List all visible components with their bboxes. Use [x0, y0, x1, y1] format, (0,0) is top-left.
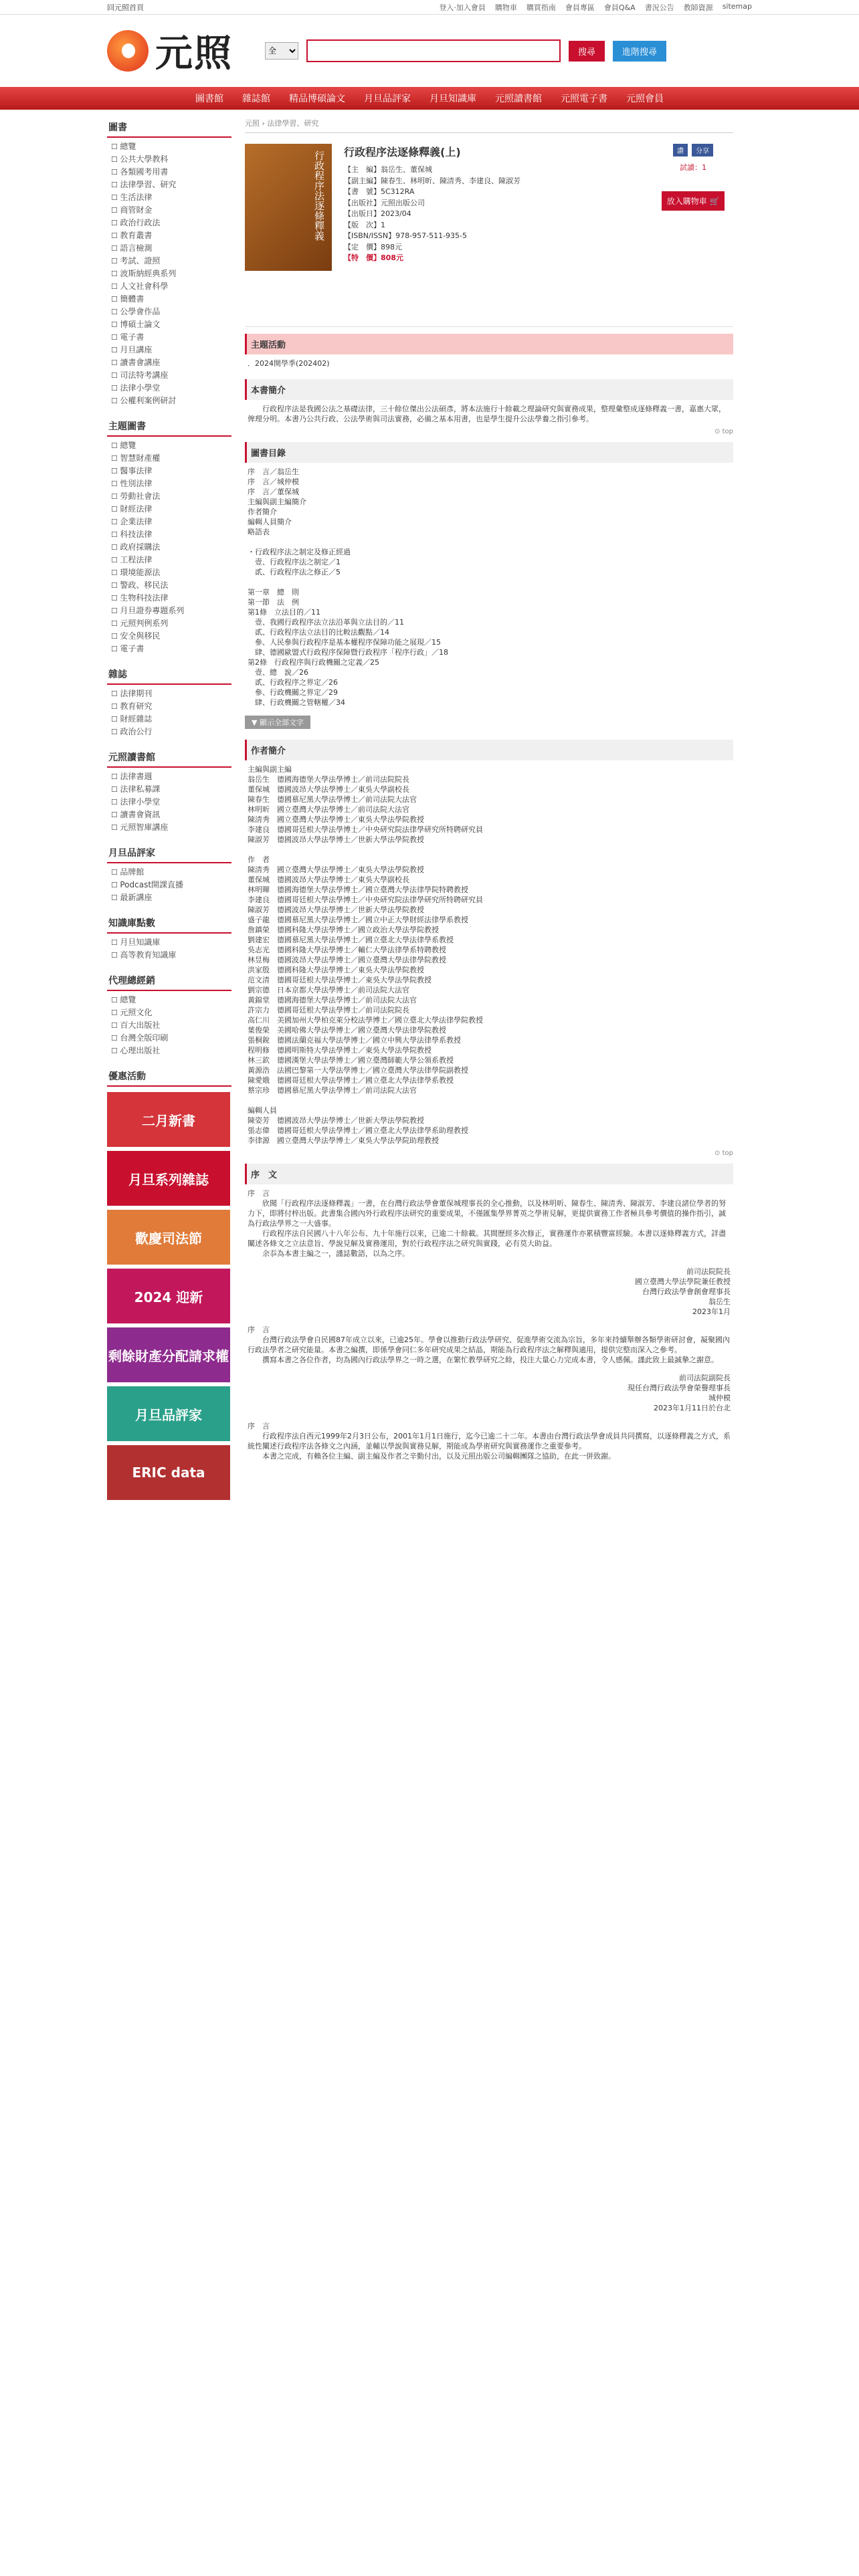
sidebar-item[interactable]: ☐ 總覽 — [111, 140, 231, 153]
add-to-cart-button[interactable]: 放入購物車 🛒 — [662, 191, 725, 211]
book-meta-line: 【出版日】2023/04 — [344, 209, 411, 218]
sidebar-item[interactable]: ☐ 商管財金 — [111, 204, 231, 217]
nav-item[interactable]: 元照電子書 — [561, 94, 607, 104]
sidebar-item[interactable]: ☐ 企業法律 — [111, 516, 231, 528]
book-meta-line: 【出版社】元照出版公司 — [344, 198, 425, 207]
sidebar-item[interactable]: ☐ 電子書 — [111, 643, 231, 655]
sidebar-box-club — [107, 748, 231, 834]
sidebar-item[interactable]: ☐ 警政、移民法 — [111, 579, 231, 592]
nav-item[interactable]: 雜誌館 — [242, 94, 270, 104]
sidebar-item[interactable]: ☐ 讀書會資訊 — [111, 809, 231, 821]
sidebar-item[interactable]: ☐ 最新講座 — [111, 891, 231, 904]
sidebar-box-kb — [107, 914, 231, 962]
sidebar-item[interactable]: ☐ 教育研究 — [111, 700, 231, 713]
show-more-button[interactable]: ▼ 顯示全部文字 — [245, 716, 310, 729]
social-buttons — [653, 144, 733, 156]
book-meta — [344, 165, 520, 253]
logo[interactable] — [107, 24, 233, 78]
intro-body: 行政程序法是我國公法之基礎法律，三十餘位傑出公法碩彥，將本法施行十餘載之理論研究與實務成果，整理彙整成逐條釋義一書，嘉惠大眾，俾理分明。本書乃公共行政、公法學術與司法實務，必備之基本用書，也是學生提升公法學養之指引參考。 — [248, 405, 726, 423]
sidebar-item[interactable]: ☐ 法律書週 — [111, 770, 231, 783]
preface-section — [245, 1164, 733, 1465]
sidebar-item[interactable]: ☐ 元照判例系列 — [111, 617, 231, 630]
top-link[interactable]: ⊙ top — [714, 1150, 733, 1157]
sidebar-heading: 知識庫點數 — [107, 914, 231, 934]
sidebar-heading: 優惠活動 — [107, 1067, 231, 1087]
activity-title: 主題活動 — [245, 334, 733, 354]
promo-banner[interactable]: 2024 迎新 — [107, 1269, 230, 1323]
sidebar-item[interactable]: ☐ 台灣全版印刷 — [111, 1032, 231, 1045]
nav-item[interactable]: 元照讀書館 — [495, 94, 542, 104]
sidebar-item[interactable]: ☐ 讀書會講座 — [111, 356, 231, 369]
activity-section — [245, 334, 733, 372]
search-input[interactable] — [306, 39, 561, 62]
sidebar-item[interactable]: ☐ 科技法律 — [111, 528, 231, 541]
activity-body[interactable]: ．2024開學季(202402) — [248, 359, 330, 368]
sidebar-box-topic — [107, 417, 231, 655]
promo-banner[interactable]: ERIC data — [107, 1445, 230, 1500]
promo-banner[interactable]: 剩餘財產分配請求權 — [107, 1327, 230, 1382]
top-link[interactable]: ⊙ top — [714, 428, 733, 435]
sidebar-item[interactable]: ☐ 政治行政法 — [111, 217, 231, 229]
book-cover[interactable] — [245, 144, 332, 271]
sidebar-heading: 雜誌 — [107, 665, 231, 685]
main-nav — [0, 87, 859, 110]
sidebar-item[interactable]: ☐ 博碩士論文 — [111, 318, 231, 331]
book-meta-line: 【定 價】898元 — [344, 242, 402, 251]
sidebar-box-promo — [107, 1067, 231, 1500]
sidebar-item[interactable]: ☐ 元照智庫講座 — [111, 821, 231, 834]
sidebar-item[interactable]: ☐ 司法特考講座 — [111, 369, 231, 382]
top-links — [439, 2, 752, 13]
sidebar-item[interactable]: ☐ 元照文化 — [111, 1006, 231, 1019]
sidebar-item[interactable]: ☐ 月旦講座 — [111, 344, 231, 356]
book-meta-line: 【主 編】翁岳生、董保城 — [344, 165, 432, 174]
search-button[interactable]: 搜尋 — [569, 41, 605, 62]
book-meta-line: 【ISBN/ISSN】978-957-511-935-5 — [344, 231, 468, 240]
search-scope-select[interactable] — [265, 42, 298, 60]
sidebar-item[interactable]: ☐ 公共大學教科 — [111, 153, 231, 166]
preface-3: 序 言 行政程序法自西元1999年2月3日公布，2001年1月1日施行，迄今已逾二十二年。本書由台灣行政法學會成員共同撰寫，以逐條釋義之方式，系統性闡述行政程序法各條文之內涵，並輔以學說與實務見解，期能成為學術研究與實務運作之重要參考。 本書之完成，有賴各位主編、副主編及作者之辛勤付出，以及元照出版公司編輯團隊之協助，在此一併致謝。 — [248, 1422, 731, 1461]
book-meta-line: 【版 次】1 — [344, 220, 385, 229]
sidebar-box-books — [107, 118, 231, 407]
promo-banner[interactable]: 月旦品評家 — [107, 1386, 230, 1441]
book-actions — [653, 144, 733, 316]
sidebar-item[interactable]: ☐ 政府採購法 — [111, 541, 231, 554]
top-link-item[interactable]: 書況公告 — [644, 3, 674, 12]
toc-body: 序 言／翁岳生 序 言／城仲模 序 言／董保城 主編與副主編簡介 作者簡介 編輯人員簡介 略語表 ・行政程序法之制定及修正經過 壹、行政程序法之制定／1 貳、行政程序法之修正／5 第一章 總 則 第一節 法 例 第1條 立法目的／11 壹、我國行政程序法立法沿革與立法目的／11 貳、行政程序法立法目的比較法觀點／14 參、人民參與行政程序是基本權程序保障功能之展現／15 肆、德國歐盟式行政程序保障暨行政程序「程序行政」／18 第2條 行政程序與行政機關之定義／25 壹、總 說／26 貳、行政程序之界定／26 參、行政機關之界定／29 肆、行政機關之管轄權／34 — [248, 467, 448, 707]
toc-title: 圖書目錄 — [245, 442, 733, 463]
sidebar-item[interactable]: ☐ 法律小學堂 — [111, 796, 231, 809]
sidebar-item[interactable]: ☐ 品牌館 — [111, 866, 231, 879]
share-button[interactable]: 分享 — [692, 144, 713, 156]
top-link-item[interactable]: 會員Q&A — [603, 3, 636, 12]
sidebar-box-mag — [107, 665, 231, 738]
top-link-item[interactable]: 購物車 — [494, 3, 517, 12]
sidebar-item[interactable]: ☐ 高等教育知識庫 — [111, 949, 231, 962]
sidebar-item[interactable]: ☐ 工程法律 — [111, 554, 231, 566]
sidebar-item[interactable]: ☐ 教育叢書 — [111, 229, 231, 242]
toc-section — [245, 442, 733, 733]
preface-2-signature: 前司法院副院長 現任台灣行政法學會榮譽理事長 城仲模 2023年1月11日於台北 — [628, 1374, 731, 1412]
sidebar-item[interactable]: ☐ 智慧財產權 — [111, 452, 231, 465]
top-link-item[interactable]: 教師資源 — [683, 3, 713, 12]
promo-banner[interactable]: 月旦系列雜誌 — [107, 1151, 230, 1206]
sidebar-heading: 元照讀書館 — [107, 748, 231, 768]
book-meta-line: 【書 號】5C312RA — [344, 187, 415, 196]
sidebar-item[interactable]: ☐ 法律私募課 — [111, 783, 231, 796]
sidebar-item[interactable]: ☐ 總覽 — [111, 994, 231, 1006]
sidebar-item[interactable]: ☐ 總覽 — [111, 439, 231, 452]
like-button[interactable]: 讚 — [673, 144, 688, 156]
sidebar-item[interactable]: ☐ 公權利案例研討 — [111, 395, 231, 407]
sidebar-item[interactable]: ☐ 財經法律 — [111, 503, 231, 516]
sidebar-heading: 圖書 — [107, 118, 231, 138]
sidebar-item[interactable]: ☐ 安全與移民 — [111, 630, 231, 643]
sidebar-item[interactable]: ☐ 勞動社會法 — [111, 490, 231, 503]
sidebar-item[interactable]: ☐ 財經雜誌 — [111, 713, 231, 726]
promo-banner[interactable]: 二月新書 — [107, 1092, 230, 1147]
sidebar-item[interactable]: ☐ 考試、證照 — [111, 255, 231, 267]
sidebar-box-review — [107, 843, 231, 904]
nav-item[interactable]: 圖書館 — [195, 94, 223, 104]
book-meta-line: 【副主編】陳春生、林明昕、陳清秀、李建良、陳淑芳 — [344, 176, 520, 185]
promo-banner[interactable]: 歡慶司法節 — [107, 1210, 230, 1265]
sidebar-item[interactable]: ☐ 法律小學堂 — [111, 382, 231, 395]
book-title: 行政程序法逐條釋義(上) — [344, 146, 461, 158]
nav-item[interactable]: 月旦知識庫 — [430, 94, 476, 104]
cover-title: 行政程序法逐條釋義 — [313, 150, 325, 241]
intro-title: 本書簡介 — [245, 379, 733, 400]
intro-section — [245, 379, 733, 435]
breadcrumb[interactable]: 元照 › 法律學習、研究 — [245, 118, 733, 133]
sidebar-item[interactable]: ☐ 政治公行 — [111, 726, 231, 738]
nav-item[interactable]: 元照會員 — [626, 94, 664, 104]
advanced-search-button[interactable]: 進階搜尋 — [613, 41, 666, 62]
preface-1-signature: 前司法院院長 國立臺灣大學法學院兼任教授 台灣行政法學會創會理事長 翁岳生 2023年1月 — [635, 1267, 731, 1316]
sidebar-box-agent — [107, 971, 231, 1057]
home-link[interactable]: 回元照首頁 — [107, 3, 144, 12]
sidebar-item[interactable]: ☐ 法律學習、研究 — [111, 179, 231, 191]
sidebar-item[interactable]: ☐ 公學會作品 — [111, 306, 231, 318]
book-info — [344, 144, 520, 316]
logo-icon — [107, 30, 149, 72]
sidebar-item[interactable]: ☐ 生活法律 — [111, 191, 231, 204]
sidebar-heading: 代理總經銷 — [107, 971, 231, 991]
sidebar-item[interactable]: ☐ 波斯納經典系列 — [111, 267, 231, 280]
sidebar-item[interactable]: ☐ 心理出版社 — [111, 1045, 231, 1057]
authors-section — [245, 740, 733, 1157]
book-detail — [245, 133, 733, 327]
authors-title: 作者簡介 — [245, 740, 733, 760]
preface-2: 序 言 台灣行政法學會自民國87年成立以來，已逾25年。學會以推動行政法學研究、促進學術交流為宗旨，多年來持續舉辦各類學術研討會，凝聚國內行政法學者之研究能量。本書之編撰，即係學會同仁多年研究成果之結晶，期能為行政程序法之解釋與適用，提供完整而深入之參考。 撰寫本書之各位作者，均為國內行政法學界之一時之選，在繁忙教學研究之餘，投注大量心力完成本書，令人感佩。謹此致上最誠摯之謝意。 — [248, 1325, 730, 1364]
sidebar-heading: 主題圖書 — [107, 417, 231, 437]
sidebar-item[interactable]: ☐ 生物科技法律 — [111, 592, 231, 605]
nav-item[interactable]: 月旦品評家 — [364, 94, 411, 104]
sidebar-item[interactable]: ☐ 醫事法律 — [111, 465, 231, 477]
sidebar-item[interactable]: ☐ 法律期刊 — [111, 687, 231, 700]
sidebar-item[interactable]: ☐ 人文社會科學 — [111, 280, 231, 293]
sidebar-item[interactable]: ☐ 月旦知識庫 — [111, 936, 231, 949]
sidebar-item[interactable]: ☐ 月旦證券專題系列 — [111, 605, 231, 617]
sidebar-heading: 月旦品評家 — [107, 843, 231, 863]
top-link-item[interactable]: sitemap — [722, 1, 752, 11]
search-bar — [265, 39, 666, 62]
sidebar-item[interactable]: ☐ Podcast開課直播 — [111, 879, 231, 891]
sidebar-item[interactable]: ☐ 百大出版社 — [111, 1019, 231, 1032]
authors-body: 主編與副主編 翁岳生 德國海德堡大學法學博士／前司法院院長 董保城 德國波昂大學法學博士／東吳大學副校長 陳春生 德國慕尼黑大學法學博士／前司法院大法官 林明昕 國立臺灣大學法學博士／前司法院大法官 陳清秀 國立臺灣大學法學博士／東吳大學法學院教授 李建良 德國哥廷根大學法學博士／中央研究院法律學研究所特聘研究員 陳淑芳 德國波昂大學法學博士／世新大學法學院教授 作 者 陳清秀 國立臺灣大學法學博士／東吳大學法學院教授 董保城 德國波昂大學法學博士／東吳大學副校長 林明暉 德國海德堡大學法學博士／國立臺灣大學法律學院特聘教授 李建良 德國哥廷根大學法學博士／中央研究院法律學研究所特聘研究員 陳淑芳 德國波昂大學法學博士／世新大學法學院教授 盛子龍 德國慕尼黑大學法學博士／國立中正大學財經法律學系教授 詹鎮榮 德國科隆大學法學博士／國立政治大學法學院教授 劉建宏 德國慕尼黑大學法學博士／國立臺北大學法律學系教授 吳志光 德國科隆大學法學博士／輔仁大學法律學系特聘教授 林昱梅 德國波昂大學法學博士／國立臺灣大學法律學院教授 洪家殷 德國科隆大學法學博士／東吳大學法學院教授 范文清 德國哥廷根大學法學博士／東吳大學法學院教授 劉宗德 日本京都大學法學博士／前司法院大法官 黃錦堂 德國海德堡大學法學博士／前司法院大法官 許宗力 德國哥廷根大學法學博士／前司法院院長 高仁川 美國加州大學柏克萊分校法學博士／國立臺北大學法律學院教授 葉俊榮 美國哈佛大學法學博士／國立臺灣大學法律學院教授 張桐銳 德國法蘭克福大學法學博士／國立中興大學法律學系教授 程明修 德國明斯特大學法學博士／東吳大學法學院教授 林三欽 德國漢堡大學法學博士／國立臺灣師範大學公領系教授 黃源浩 法國巴黎第一大學法學博士／國立臺灣大學法律學院副教授 陳愛娥 德國哥廷根大學法學博士／國立臺北大學法律學系教授 蔡宗珍 德國慕尼黑大學法學博士／前司法院大法官 編輯人員 陳姿芳 德國波昂大學法學博士／世新大學法學院教授 張志偉 德國哥廷根大學法學博士／國立臺北大學法律學系助理教授 李律源 國立臺灣大學法學博士／東吳大學法學院助理教授 — [248, 765, 483, 1145]
sidebar-item[interactable]: ☐ 語言檢測 — [111, 242, 231, 255]
preview-count[interactable]: 試讀：1 — [680, 163, 706, 172]
top-link-item[interactable]: 購買指南 — [526, 3, 556, 12]
logo-text: 元照 — [155, 31, 233, 76]
top-link-item[interactable]: 會員專區 — [565, 3, 595, 12]
book-price: 【特 價】808元 — [344, 253, 403, 262]
nav-item[interactable]: 精品博碩論文 — [289, 94, 345, 104]
sidebar-item[interactable]: ☐ 性別法律 — [111, 477, 231, 490]
main-content — [245, 118, 733, 1509]
sidebar-item[interactable]: ☐ 環境能源法 — [111, 566, 231, 579]
sidebar — [107, 118, 231, 1509]
sidebar-item[interactable]: ☐ 各類國考用書 — [111, 166, 231, 179]
sidebar-item[interactable]: ☐ 簡體書 — [111, 293, 231, 306]
preface-1: 序 言 欣聞「行政程序法逐條釋義」一書，在台灣行政法學會董保城理事長的全心推動，以及林明昕、陳春生、陳清秀、陳淑芳、李建良諸位學者的努力下，即將付梓出版。此書集合國內外行政程序法研究的重要成果，不僅匯集學界菁英之學術見解，更提供實務工作者極具參考價值的操作指引，誠為行政法學界之一大盛事。 行政程序法自民國八十八年公布、九十年施行以來，已逾二十餘載。其間歷經多次修正，實務運作亦累積豐富經驗。本書以逐條釋義方式，詳盡闡述各條文之立法意旨、學說見解及實務運用，對於行政程序法之研究與實踐，必有莫大助益。 余忝為本書主編之一，謹誌數語，以為之序。 — [248, 1189, 726, 1258]
sidebar-item[interactable]: ☐ 電子書 — [111, 331, 231, 344]
top-link-item[interactable]: 登入‧加入會員 — [439, 3, 486, 12]
top-bar — [0, 0, 859, 15]
preface-title: 序 文 — [245, 1164, 733, 1184]
header — [0, 15, 859, 87]
